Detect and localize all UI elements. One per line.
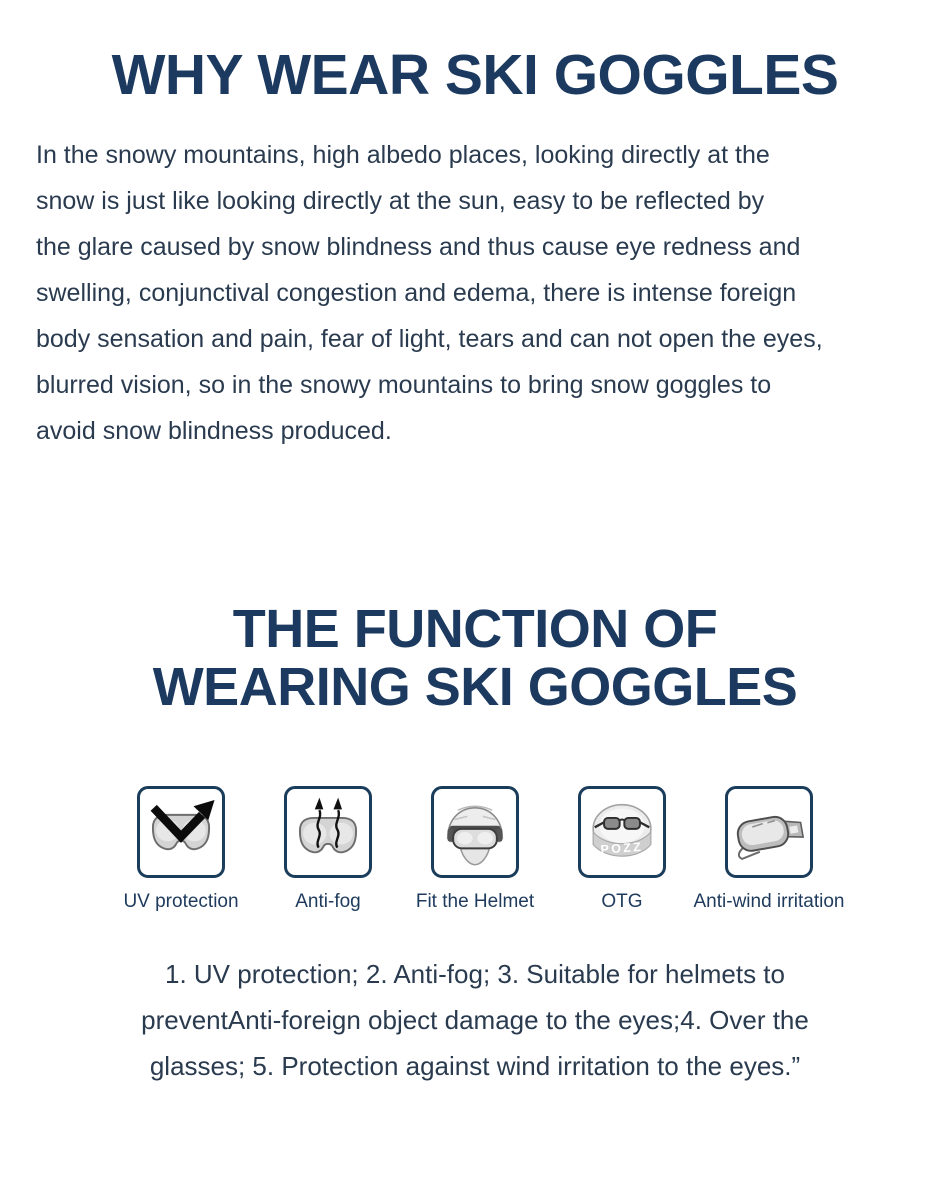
- feature-uv-protection: [108, 786, 255, 913]
- uv-protection-icon: [137, 786, 225, 878]
- why-paragraph-line: body sensation and pain, fear of light, tears and can not open the eyes,: [36, 325, 823, 353]
- anti-fog-goggles-graphic: [289, 792, 367, 872]
- fit-helmet-icon: [431, 786, 519, 878]
- function-summary-line: 1. UV protection; 2. Anti-fog; 3. Suitable for helmets to: [164, 959, 785, 989]
- why-paragraph-line: swelling, conjunctival congestion and edema, there is intense foreign: [36, 279, 797, 307]
- function-title: [0, 600, 950, 716]
- goggles-side-view-graphic: [730, 792, 808, 872]
- why-paragraph-line: avoid snow blindness produced.: [36, 417, 392, 445]
- why-paragraph-line: snow is just like looking directly at the sun, easy to be reflected by: [36, 187, 765, 215]
- why-paragraph-line: blurred vision, so in the snowy mountains to bring snow goggles to: [36, 371, 772, 399]
- otg-strap-brand-text: POZZ: [600, 839, 644, 857]
- anti-wind-icon: [725, 786, 813, 878]
- feature-label-otg: OTG: [601, 891, 643, 912]
- feature-anti-wind: [693, 786, 845, 913]
- function-summary: [0, 951, 950, 1089]
- helmet-with-goggles-graphic: [436, 792, 514, 872]
- anti-fog-icon: [284, 786, 372, 878]
- why-paragraph-line: In the snowy mountains, high albedo places, looking directly at the: [36, 141, 770, 169]
- feature-label-fit-helmet: Fit the Helmet: [415, 891, 535, 912]
- feature-label-uv-protection: UV protection: [123, 891, 239, 912]
- feature-label-anti-fog: Anti-fog: [295, 891, 361, 912]
- function-title-line1: THE FUNCTION OF: [232, 599, 718, 659]
- why-paragraph-line: the glare caused by snow blindness and thus cause eye redness and: [36, 233, 801, 261]
- function-summary-line: preventAnti-foreign object damage to the eyes;4. Over the: [141, 1005, 809, 1035]
- goggles-over-glasses-graphic: [583, 792, 661, 872]
- feature-otg: [549, 786, 696, 913]
- why-paragraph: [0, 132, 950, 454]
- feature-fit-helmet: [402, 786, 549, 913]
- function-title-line2: WEARING SKI GOGGLES: [152, 657, 798, 717]
- function-summary-line: glasses; 5. Protection against wind irritation to the eyes.”: [149, 1051, 801, 1081]
- feature-anti-fog: [255, 786, 402, 913]
- features-row: [0, 786, 950, 913]
- feature-label-anti-wind: Anti-wind irritation: [693, 891, 845, 912]
- otg-icon: [578, 786, 666, 878]
- uv-protection-goggles-graphic: [142, 792, 220, 872]
- why-wear-title: WHY WEAR SKI GOGGLES: [111, 43, 839, 107]
